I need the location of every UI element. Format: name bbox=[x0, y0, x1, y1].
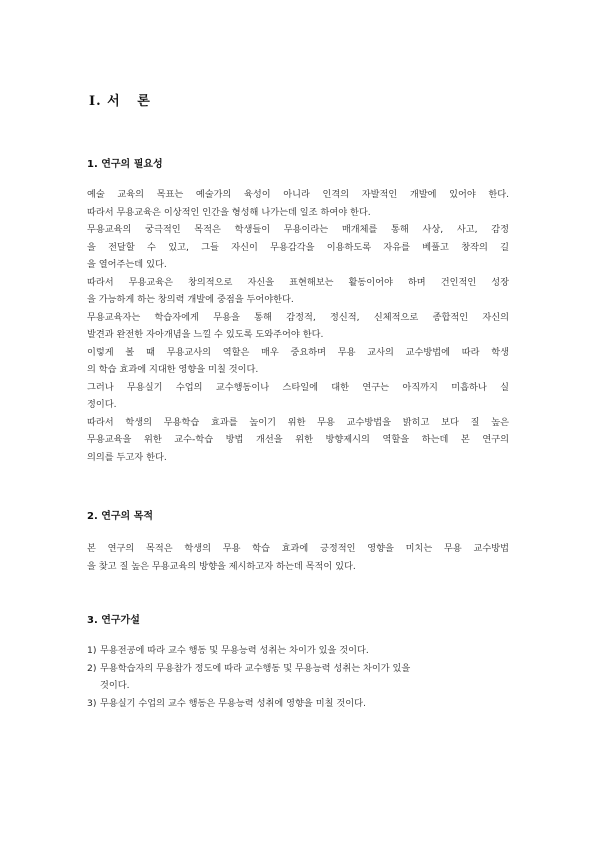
section-heading-hypotheses: 3. 연구가설 bbox=[87, 615, 140, 626]
hypothesis-text-continuation: 것이다. bbox=[100, 680, 130, 691]
hypothesis-number: 1) bbox=[87, 645, 97, 656]
paragraph-line: 을 전달할 수 있고, 그들 자신이 무용감각을 이용하도록 자유를 베풀고 창작의 길 bbox=[87, 242, 509, 253]
paragraph-line: 을 가능하게 하는 창의력 개발에 중점을 두어야한다. bbox=[87, 294, 294, 305]
paragraph-line: 을 열어주는데 있다. bbox=[87, 259, 167, 270]
paragraph-line: 의 학습 효과에 지대한 영향을 미칠 것이다. bbox=[87, 364, 259, 375]
hypothesis-item bbox=[87, 663, 509, 675]
hypothesis-text: 무용학습자의 무용참가 정도에 따라 교수행동 및 무용능력 성취는 차이가 있을 bbox=[100, 663, 411, 674]
paragraph-line: 무용교육자는 학습자에게 무용을 통해 감정적, 정신적, 신체적으로 종합적인 자신의 bbox=[87, 312, 509, 323]
hypothesis-text: 무용전공에 따라 교수 행동 및 무용능력 성취는 차이가 있을 것이다. bbox=[100, 645, 369, 656]
hypothesis-number: 2) bbox=[87, 663, 97, 674]
hypothesis-item bbox=[87, 645, 509, 657]
paragraph-line: 의의를 두고자 한다. bbox=[87, 452, 167, 463]
paragraph-line: 따라서 학생의 무용학습 효과를 높이기 위한 무용 교수방법을 밝히고 보다 질 높은 bbox=[87, 417, 509, 428]
paragraph-line: 무용교육을 위한 교수-학습 방법 개선을 위한 방향제시의 역할을 하는데 본 연구의 bbox=[87, 434, 509, 445]
paragraph-line: 발견과 완전한 자아개념을 느낄 수 있도록 도와주어야 한다. bbox=[87, 329, 324, 340]
section-heading-necessity: 1. 연구의 필요성 bbox=[87, 159, 163, 170]
paragraph-line: 정이다. bbox=[87, 399, 117, 410]
paragraph-line: 을 찾고 질 높은 무용교육의 방향을 제시하고자 하는데 목적이 있다. bbox=[87, 561, 356, 572]
paragraph-line: 예술 교육의 목표는 예술가의 육성이 아니라 인격의 자발적인 개발에 있어야 한다. bbox=[87, 189, 509, 200]
section-heading-purpose: 2. 연구의 목적 bbox=[87, 511, 154, 522]
paragraph-line: 본 연구의 목적은 학생의 무용 학습 효과에 긍정적인 영향을 미치는 무용 교수방법 bbox=[87, 543, 509, 554]
hypothesis-text: 무용실기 수업의 교수 행동은 무용능력 성취에 영향을 미칠 것이다. bbox=[100, 698, 366, 709]
chapter-title: Ⅰ. 서 론 bbox=[89, 94, 151, 109]
hypothesis-item bbox=[87, 698, 509, 710]
paragraph-line: 따라서 무용교육은 이상적인 인간을 형성해 나가는데 일조 하여야 한다. bbox=[87, 207, 371, 218]
paragraph-line: 무용교육의 궁극적인 목적은 학생들이 무용이라는 매개체를 통해 사상, 사고, 감정 bbox=[87, 224, 509, 235]
paragraph-line: 따라서 무용교육은 창의적으로 자신을 표현해보는 활동이어야 하며 건인적인 성장 bbox=[87, 277, 509, 288]
hypothesis-number: 3) bbox=[87, 698, 97, 709]
paragraph-line: 이렇게 볼 때 무용교사의 역할은 매우 중요하며 무용 교사의 교수방법에 따라 학생 bbox=[87, 347, 509, 358]
paragraph-line: 그러나 무용실기 수업의 교수행동이나 스타일에 대한 연구는 아직까지 미흡하나 실 bbox=[87, 382, 509, 393]
